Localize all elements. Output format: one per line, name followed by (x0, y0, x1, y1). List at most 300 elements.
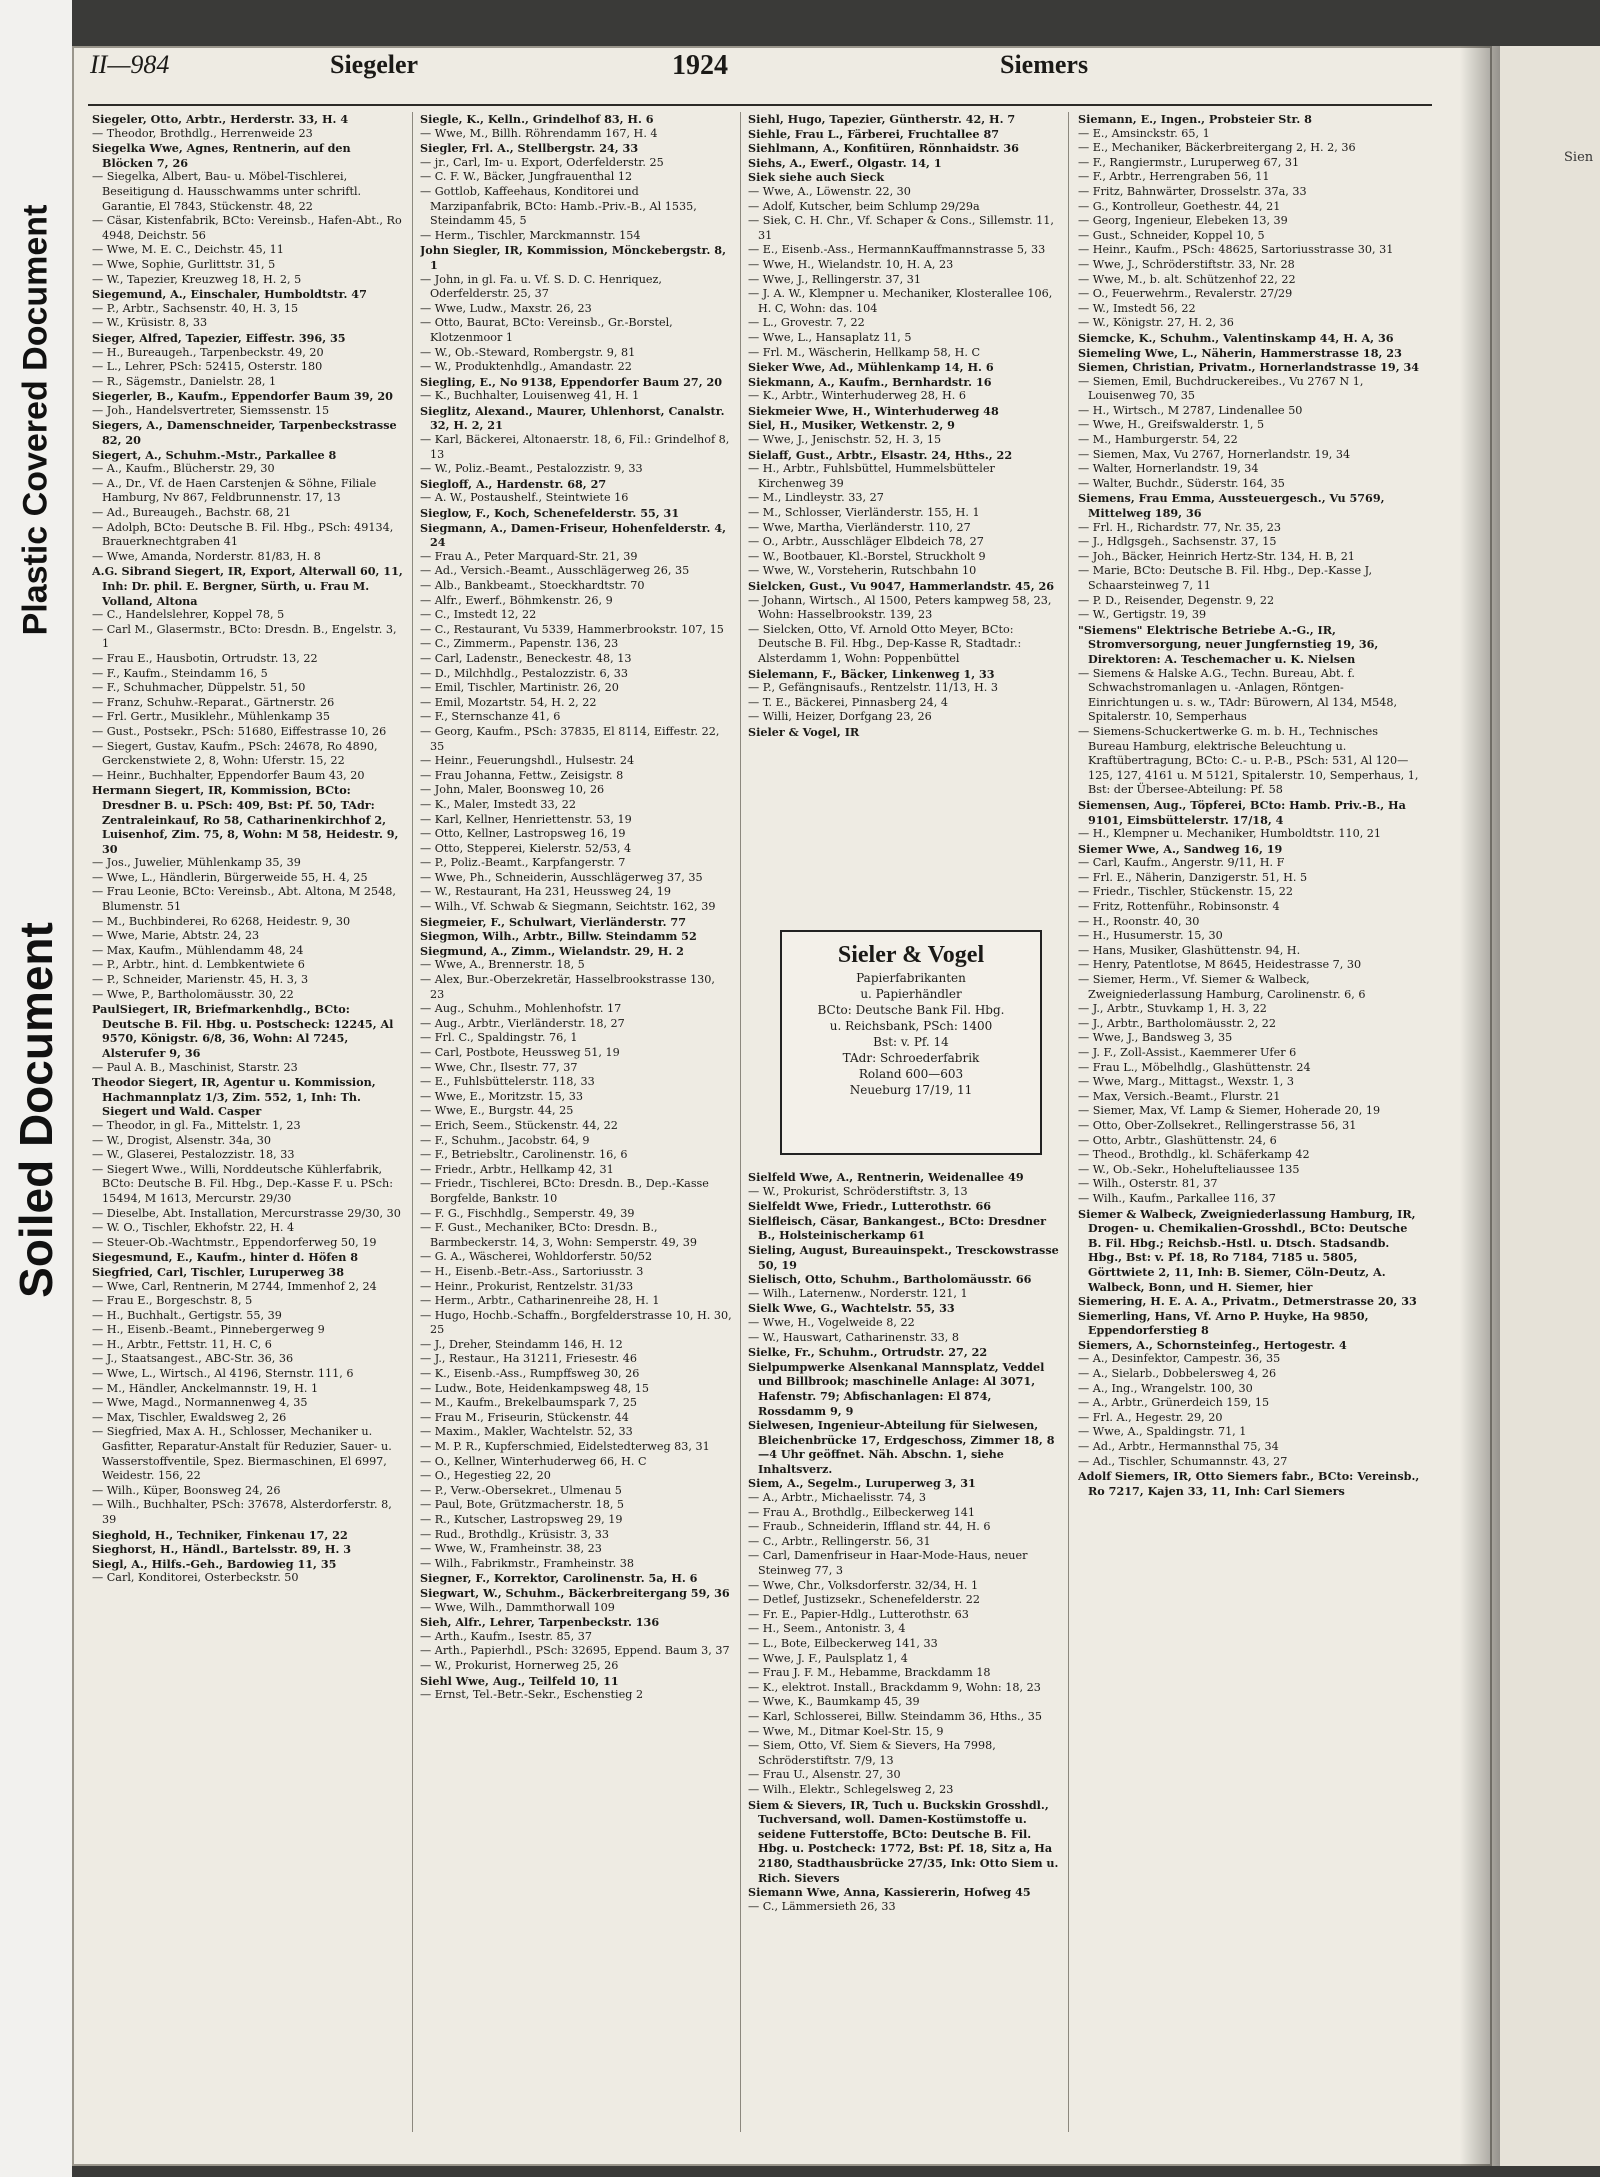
directory-entry: — Wwe, K., Baumkamp 45, 39 (748, 1695, 920, 1709)
directory-entry: — Siemens-Schuckertwerke G. m. b. H., Technisches Bureau Hamburg, elektrische Beleuchtung u. Kraftübertragung, BCto: C.- u. P.-B., PSch: 531, Al 120—125, 127, 4161 u. M 5121, Spitalerstr. 10, Semperhaus, 1, Bst: der Übersee-Abteilung: Pf. 58 (1078, 724, 1419, 797)
directory-entry: — Otto, Stepperei, Kielerstr. 52/53, 4 (420, 841, 632, 855)
directory-entry: — Wwe, A., Spaldingstr. 71, 1 (1078, 1425, 1247, 1439)
directory-entry: — Wwe, E., Moritzstr. 15, 33 (420, 1089, 583, 1103)
directory-entry: Siehl Wwe, Aug., Teilfeld 10, 11 (420, 1673, 619, 1688)
directory-entry: — W., Krüsistr. 8, 33 (92, 316, 208, 330)
directory-entry: — Wilh., Buchhalter, PSch: 37678, Alsterdorferstr. 8, 39 (92, 1498, 392, 1526)
ad-line: u. Reichsbank, PSch: 1400 (829, 1019, 993, 1033)
directory-entry: — Cäsar, Kistenfabrik, BCto: Vereinsb., Hafen-Abt., Ro 4948, Deichstr. 56 (92, 214, 402, 242)
directory-entry: — W. O., Tischler, Ekhofstr. 22, H. 4 (92, 1221, 295, 1235)
directory-entry: Sieler & Vogel, IR (748, 724, 860, 739)
directory-entry: — E., Mechaniker, Bäckerbreitergang 2, H. 2, 36 (1078, 141, 1356, 155)
directory-entry: — Wwe, H., Greifswalderstr. 1, 5 (1078, 418, 1265, 432)
directory-entry: — Wilh., Elektr., Schlegelsweg 2, 23 (748, 1782, 954, 1796)
directory-entry: Hermann Siegert, IR, Kommission, BCto: Dresdner B. u. PSch: 409, Bst: Pf. 50, TAdr: Zentraleinkauf, Ro 58, Catharinenkirchhof 2, Luisenhof, Zim. 75, 8, Wohn: M 58, Heidestr. 9, 30 (92, 783, 399, 856)
directory-entry: — Max, Tischler, Ewaldsweg 2, 26 (92, 1410, 287, 1424)
directory-entry: — J. F., Zoll-Assist., Kaemmerer Ufer 6 (1078, 1046, 1297, 1059)
directory-entry: — K., elektrot. Install., Brackdamm 9, Wohn: 18, 23 (748, 1680, 1041, 1694)
directory-entry: — Wilh., Küper, Boonsweg 24, 26 (92, 1483, 281, 1497)
directory-entry: — O., Feuerwehrm., Revalerstr. 27/29 (1078, 287, 1293, 301)
directory-entry: — J., Hdlgsgeh., Sachsenstr. 37, 15 (1078, 535, 1277, 549)
directory-entry: — Joh., Handelsvertreter, Siemssenstr. 15 (92, 403, 330, 417)
directory-entry: — E., Fuhlsbüttelerstr. 118, 33 (420, 1075, 595, 1089)
page-year: 1924 (672, 50, 728, 81)
directory-entry: — P., Schneider, Marienstr. 45, H. 3, 3 (92, 973, 309, 987)
directory-entry: — H., Roonstr. 40, 30 (1078, 914, 1200, 928)
page-number: II—984 (90, 50, 170, 79)
directory-entry: — Emil, Mozartstr. 54, H. 2, 22 (420, 695, 597, 709)
directory-entry: — W., Bootbauer, Kl.-Borstel, Struckholt 9 (748, 549, 986, 563)
directory-entry: "Siemens" Elektrische Betriebe A.-G., IR, Stromversorgung, neuer Jungfernstieg 19, 36, Direktoren: A. Teschemacher u. K. Nielsen (1078, 622, 1379, 666)
directory-entry: — Erich, Seem., Stückenstr. 44, 22 (420, 1118, 618, 1132)
directory-entry: Siem, A., Segelm., Luruperweg 3, 31 (748, 1476, 976, 1491)
directory-entry: — Wwe, M. E. C., Deichstr. 45, 11 (92, 243, 284, 257)
directory-entry: — W., Tapezier, Kreuzweg 18, H. 2, 5 (92, 272, 302, 286)
directory-entry: — Detlef, Justizsekr., Schenefelderstr. 22 (748, 1593, 980, 1607)
directory-entry: — H., Eisenb.-Betr.-Ass., Sartoriusstr. 3 (420, 1264, 644, 1278)
next-page-edge (1492, 46, 1600, 2166)
directory-entry: — Alex, Bur.-Oberzekretär, Hasselbrookstrasse 130, 23 (420, 973, 715, 1001)
directory-entry: — Carl, Ladenstr., Beneckestr. 48, 13 (420, 651, 632, 665)
scan-border-strip (0, 0, 72, 2177)
directory-entry: Sieglow, F., Koch, Schenefelderstr. 55, 31 (420, 506, 680, 521)
directory-entry: — M., Schlosser, Vierländerstr. 155, H. 1 (748, 506, 980, 520)
directory-entry: — M., Lindleystr. 33, 27 (748, 491, 884, 505)
directory-entry: — J., Dreher, Steindamm 146, H. 12 (420, 1337, 623, 1351)
directory-entry: — Ad., Versich.-Beamt., Ausschlägerweg 26, 35 (420, 564, 690, 578)
directory-entry: — W., Ob.-Sekr., Hohelufteliaussee 135 (1078, 1162, 1300, 1176)
directory-entry: Siemeling Wwe, L., Näherin, Hammerstrasse 18, 23 (1078, 345, 1402, 360)
directory-entry: — Siemen, Emil, Buchdruckereibes., Vu 2767 N 1, Louisenweg 70, 35 (1078, 374, 1364, 403)
directory-entry: A.G. Sibrand Siegert, IR, Export, Alterwall 60, 11, Inh: Dr. phil. E. Bergner, Sürth, u. Frau M. Volland, Altona (92, 564, 403, 608)
directory-entry: Sielfleisch, Cäsar, Bankangest., BCto: Dresdner B., Holsteinischerkamp 61 (748, 1213, 1047, 1243)
directory-entry: — Wilh., Laternenw., Norderstr. 121, 1 (748, 1286, 968, 1300)
directory-entry: — R., Sägemstr., Danielstr. 28, 1 (92, 374, 277, 388)
directory-entry: — J. A. W., Klempner u. Mechaniker, Klosterallee 106, H. C, Wohn: das. 104 (748, 287, 1053, 315)
directory-entry: Siehl, Hugo, Tapezier, Güntherstr. 42, H. 7 (748, 112, 1016, 126)
directory-entry: — K., Arbtr., Winterhuderweg 28, H. 6 (748, 389, 966, 403)
directory-entry: — Ad., Arbtr., Hermannsthal 75, 34 (1078, 1440, 1279, 1454)
directory-entry: Sielke, Fr., Schuhm., Ortrudstr. 27, 22 (748, 1345, 988, 1360)
column-4 (1078, 112, 1422, 2132)
directory-entry: — Friedr., Tischler, Stückenstr. 15, 22 (1078, 885, 1293, 899)
directory-entry: — Joh., Bäcker, Heinrich Hertz-Str. 134, H. B, 21 (1078, 549, 1355, 563)
directory-entry: Siegmann, A., Damen-Friseur, Hohenfelderstr. 4, 24 (420, 520, 727, 550)
directory-entry: — Gottlob, Kaffeehaus, Konditorei und Marzipanfabrik, BCto: Hamb.-Priv.-B., Al 1535, Steindamm 45, 5 (420, 184, 697, 228)
directory-entry: — Wwe, H., Vogelweide 8, 22 (748, 1315, 915, 1329)
directory-entry: Siemens, Frau Emma, Aussteuergesch., Vu 5769, Mittelweg 189, 36 (1078, 491, 1385, 521)
directory-entry: — O., Arbtr., Ausschläger Elbdeich 78, 27 (748, 535, 984, 549)
directory-entry: Siemann Wwe, Anna, Kassiererin, Hofweg 45 (748, 1885, 1031, 1900)
guide-word-left: Siegeler (330, 50, 419, 79)
column-1 (92, 112, 404, 2132)
directory-entry: Sieghold, H., Techniker, Finkenau 17, 22 (92, 1527, 348, 1542)
directory-entry: — Karl, Bäckerei, Altonaerstr. 18, 6, Fil.: Grindelhof 8, 13 (420, 433, 730, 461)
directory-entry: Sielfeld Wwe, A., Rentnerin, Weidenallee 49 (748, 1170, 1024, 1184)
directory-entry: Siegmeier, F., Schulwart, Vierländerstr. 77 (420, 914, 687, 929)
directory-entry: — Wilh., Kaufm., Parkallee 116, 37 (1078, 1191, 1276, 1205)
directory-entry: — Otto, Baurat, BCto: Vereinsb., Gr.-Borstel, Klotzenmoor 1 (420, 316, 673, 344)
directory-entry: — Max, Versich.-Beamt., Flurstr. 21 (1078, 1089, 1281, 1103)
directory-entry: — Karl, Schlosserei, Billw. Steindamm 36, Hths., 35 (748, 1709, 1042, 1723)
directory-entry: — G., Kontrolleur, Goethestr. 44, 21 (1078, 199, 1281, 213)
directory-entry: — A., Arbtr., Michaelisstr. 74, 3 (748, 1491, 926, 1505)
directory-entry: — E., Eisenb.-Ass., HermannKauffmannstrasse 5, 33 (748, 243, 1046, 257)
directory-entry: — F. G., Fischhdlg., Semperstr. 49, 39 (420, 1206, 635, 1220)
directory-entry: — Wwe, M., b. alt. Schützenhof 22, 22 (1078, 272, 1296, 286)
directory-entry: — C., Zimmerm., Papenstr. 136, 23 (420, 637, 619, 651)
directory-entry: — Siegelka, Albert, Bau- u. Möbel-Tischlerei, Beseitigung d. Hausschwamms unter schriftl. Garantie, El 7843, Stückenstr. 48, 22 (92, 170, 362, 213)
directory-entry: — Frl. M., Wäscherin, Hellkamp 58, H. C (748, 345, 981, 359)
directory-entry: — Otto, Kellner, Lastropsweg 16, 19 (420, 827, 626, 841)
directory-entry: Siegemund, A., Einschaler, Humboldtstr. 47 (92, 287, 367, 302)
directory-entry: PaulSiegert, IR, Briefmarkenhdlg., BCto: Deutsche B. Fil. Hbg. u. Postscheck: 12245, Al 9570, Königstr. 6/8, 36, Wohn: Al 7245, Alsterufer 9, 36 (92, 1002, 394, 1060)
directory-entry: — Otto, Ober-Zollsekret., Rellingerstrasse 56, 31 (1078, 1118, 1357, 1132)
directory-entry: — Fritz, Rottenführ., Robinsonstr. 4 (1078, 900, 1280, 914)
directory-entry: — Dieselbe, Abt. Installation, Mercurstrasse 29/30, 30 (92, 1206, 401, 1220)
directory-entry: Siegle, K., Kelln., Grindelhof 83, H. 6 (420, 112, 654, 126)
directory-entry: Siemensen, Aug., Töpferei, BCto: Hamb. Priv.-B., Ha 9101, Eimsbüttelerstr. 17/18, 4 (1078, 797, 1406, 827)
directory-entry: — Wwe, J., Schröderstiftstr. 33, Nr. 28 (1078, 257, 1295, 271)
directory-entry: — Heinr., Prokurist, Rentzelstr. 31/33 (420, 1279, 634, 1293)
directory-entry: — Wwe, J., Bandsweg 3, 35 (1078, 1031, 1233, 1045)
directory-entry: — Max, Kaufm., Mühlendamm 48, 24 (92, 943, 304, 957)
directory-entry: Siemen, Christian, Privatm., Hornerlandstrasse 19, 34 (1078, 360, 1420, 375)
directory-entry: — L., Bote, Eilbeckerweg 141, 33 (748, 1637, 938, 1650)
directory-entry: — Wwe, P., Bartholomäusstr. 30, 22 (92, 987, 294, 1001)
directory-entry: — Wwe, J., Rellingerstr. 37, 31 (748, 272, 921, 286)
column-divider (740, 112, 741, 2132)
directory-entry: — Sielcken, Otto, Vf. Arnold Otto Meyer, BCto: Deutsche B. Fil. Hbg., Dep-Kasse R, Stadtadr.: Alsterdamm 1, Wohn: Poppenbüttel (748, 622, 1022, 665)
directory-entry: — Wwe, W., Framheinstr. 38, 23 (420, 1542, 602, 1556)
directory-entry: — Gust., Postsekr., PSch: 51680, Eiffestrasse 10, 26 (92, 724, 387, 738)
directory-entry: — Siek, C. H. Chr., Vf. Schaper & Cons., Sillemstr. 11, 31 (748, 214, 1054, 242)
directory-entry: Sielk Wwe, G., Wachtelstr. 55, 33 (748, 1301, 955, 1316)
directory-entry: — H., Klempner u. Mechaniker, Humboldtstr. 110, 21 (1078, 827, 1382, 841)
directory-entry: — Jos., Juwelier, Mühlenkamp 35, 39 (92, 856, 301, 870)
directory-entry: — Steuer-Ob.-Wachtmstr., Eppendorferweg 50, 19 (92, 1235, 377, 1249)
directory-entry: — Carl, Konditorei, Osterbeckstr. 50 (92, 1571, 299, 1585)
directory-entry: Siegwart, W., Schuhm., Bäckerbreitergang 59, 36 (420, 1585, 730, 1600)
directory-entry: — D., Milchhdlg., Pestalozzistr. 6, 33 (420, 666, 629, 680)
directory-entry: — W., Hauswart, Catharinenstr. 33, 8 (748, 1330, 960, 1344)
directory-entry: — C., Arbtr., Rellingerstr. 56, 31 (748, 1534, 931, 1548)
directory-entry: Sieghorst, H., Händl., Bartelsstr. 89, H. 3 (92, 1542, 352, 1557)
directory-entry: — Wilh., Vf. Schwab & Siegmann, Seichtstr. 162, 39 (420, 900, 716, 914)
directory-entry: — Willi, Heizer, Dorfgang 23, 26 (748, 710, 932, 724)
directory-entry: — P. D., Reisender, Degenstr. 9, 22 (1078, 593, 1275, 607)
directory-entry: — W., Glaserei, Pestalozzistr. 18, 33 (92, 1148, 295, 1162)
directory-entry: — Herm., Arbtr., Catharinenreihe 28, H. 1 (420, 1294, 660, 1308)
ad-line: Papierfabrikanten (856, 971, 966, 985)
directory-entry: — Otto, Arbtr., Glashüttenstr. 24, 6 (1078, 1133, 1277, 1147)
directory-entry: — H., Wirtsch., M 2787, Lindenallee 50 (1078, 403, 1303, 417)
directory-entry: — W., Produktenhdlg., Amandastr. 22 (420, 360, 632, 374)
directory-entry: Siemer & Walbeck, Zweigniederlassung Hamburg, IR, Drogen- u. Chemikalien-Grosshdl., BCto: Deutsche B. Fil. Hbg.; Reichsb.-Hstl. u. Dtsch. Stadsandb. Hbg., Bst: v. Pf. 18, Ro 7184, 7185 u. 5805, Görttwiete 2, 11, Inh: B. Siemer, Cöln-Deutz, A. Walbeck, Bonn, und H. Siemer, hier (1078, 1206, 1416, 1294)
plastic-covered-label: Plastic Covered Document (16, 204, 55, 636)
directory-entry: — Theodor, in gl. Fa., Mittelstr. 1, 23 (92, 1118, 301, 1132)
directory-entry: — R., Kutscher, Lastropsweg 29, 19 (420, 1513, 623, 1526)
directory-entry: — W., Ob.-Steward, Rombergstr. 9, 81 (420, 345, 636, 359)
ad-line: TAdr: Schroederfabrik (842, 1051, 980, 1065)
directory-entry: — M., Buchbinderei, Ro 6268, Heidestr. 9, 30 (92, 914, 351, 928)
directory-entry: — Georg, Ingenieur, Elebeken 13, 39 (1078, 214, 1288, 228)
directory-entry: — Wwe, Marie, Abtstr. 24, 23 (92, 929, 260, 943)
directory-entry: — Wwe, A., Löwenstr. 22, 30 (748, 184, 911, 198)
directory-entry: — Siemen, Max, Vu 2767, Hornerlandstr. 19, 34 (1078, 447, 1351, 461)
directory-entry: — O., Kellner, Winterhuderweg 66, H. C (420, 1454, 647, 1468)
directory-entry: — W., Restaurant, Ha 231, Heussweg 24, 19 (420, 885, 671, 899)
directory-entry: — L., Grovestr. 7, 22 (748, 316, 865, 330)
directory-entry: — Carl M., Glasermstr., BCto: Dresdn. B., Engelstr. 3, 1 (92, 622, 397, 651)
directory-entry: — W., Poliz.-Beamt., Pestalozzistr. 9, 33 (420, 462, 643, 476)
directory-entry: — John, in gl. Fa. u. Vf. S. D. C. Henriquez, Oderfelderstr. 25, 37 (420, 272, 662, 301)
directory-entry: — Henry, Patentlotse, M 8645, Heidestrasse 7, 30 (1078, 958, 1362, 972)
directory-entry: Siem & Sievers, IR, Tuch u. Buckskin Grosshdl., Tuchversand, woll. Damen-Kostümstoffe u. seidene Futterstoffe, BCto: Deutsche B. Fil. Hbg. u. Postcheck: 1772, Bst: Pf. 18, Sitz a, Ha 2180, Stadthausbrücke 27/35, Ink: Otto Siem u. Rich. Sievers (748, 1797, 1059, 1885)
directory-entry: — Wwe, Ph., Schneiderin, Ausschlägerweg 37, 35 (420, 870, 703, 884)
directory-entry: — Heinr., Kaufm., PSch: 48625, Sartoriusstrasse 30, 31 (1078, 243, 1394, 257)
directory-entry: — C., Handelslehrer, Koppel 78, 5 (92, 608, 285, 622)
directory-entry: — Heinr., Feuerungshdl., Hulsestr. 24 (420, 754, 635, 768)
directory-entry: Sieger, Alfred, Tapezier, Eiffestr. 396, 35 (92, 330, 346, 345)
directory-entry: Adolf Siemers, IR, Otto Siemers fabr., BCto: Vereinsb., Ro 7217, Kajen 33, 11, Inh: Carl Siemers (1078, 1469, 1420, 1498)
column-3-bottom (748, 1170, 1060, 2132)
directory-entry: — A., Dr., Vf. de Haen Carstenjen & Söhne, Filiale Hamburg, Nv 867, Feldbrunnenstr. 17, 13 (92, 476, 377, 505)
directory-entry: — Wwe, Chr., Volksdorferstr. 32/34, H. 1 (748, 1578, 979, 1592)
directory-entry: — H., Eisenb.-Beamt., Pinnebergerweg 9 (92, 1323, 325, 1337)
directory-entry: Siemerling, Hans, Vf. Arno P. Huyke, Ha 9850, Eppendorferstieg 8 (1078, 1308, 1369, 1338)
directory-entry: Sielcken, Gust., Vu 9047, Hammerlandstr. 45, 26 (748, 579, 1055, 593)
directory-entry: — Siegert Wwe., Willi, Norddeutsche Kühlerfabrik, BCto: Deutsche B. Fil. Hbg., Dep.-Kasse F. u. PSch: 15494, M 1613, Mercurstr. 29/30 (92, 1162, 393, 1205)
directory-entry: Siegert, A., Schuhm.-Mstr., Parkallee 8 (92, 447, 337, 462)
column-2 (420, 112, 732, 2132)
directory-entry: — Frl. H., Richardstr. 77, Nr. 35, 23 (1078, 520, 1282, 534)
directory-entry: — Ad., Bureaugeh., Bachstr. 68, 21 (92, 506, 291, 520)
directory-entry: — K., Buchhalter, Louisenweg 41, H. 1 (420, 389, 640, 403)
directory-entry: — A., Kaufm., Blücherstr. 29, 30 (92, 462, 275, 476)
directory-entry: — T. E., Bäckerei, Pinnasberg 24, 4 (748, 695, 948, 709)
directory-entry: — K., Eisenb.-Ass., Rumpffsweg 30, 26 (420, 1367, 640, 1381)
directory-entry: — Adolph, BCto: Deutsche B. Fil. Hbg., PSch: 49134, Brauerknechtgraben 41 (92, 520, 394, 549)
directory-entry: — Wwe, Wilh., Dammthorwall 109 (420, 1600, 615, 1614)
directory-entry: Siegler, Frl. A., Stellbergstr. 24, 33 (420, 141, 639, 156)
directory-entry: — Paul A. B., Maschinist, Starstr. 23 (92, 1060, 298, 1074)
directory-entry: — Carl, Kaufm., Angerstr. 9/11, H. F (1078, 856, 1285, 870)
directory-entry: — E., Amsinckstr. 65, 1 (1078, 126, 1210, 140)
directory-entry: — Frau E., Borgeschstr. 8, 5 (92, 1294, 253, 1308)
directory-entry: — F., Sternschanze 41, 6 (420, 710, 561, 724)
directory-entry: Siek siehe auch Sieck (748, 170, 885, 185)
directory-entry: Siehle, Frau L., Färberei, Fruchtallee 87 (748, 126, 1000, 141)
directory-entry: Sieker Wwe, Ad., Mühlenkamp 14, H. 6 (748, 360, 994, 375)
directory-entry: — Wwe, Carl, Rentnerin, M 2744, Immenhof 2, 24 (92, 1279, 377, 1293)
directory-entry: — Wwe, E., Burgstr. 44, 25 (420, 1104, 574, 1118)
directory-entry: — F., Arbtr., Herrengraben 56, 11 (1078, 170, 1270, 184)
directory-entry: — Aug., Schuhm., Mohlenhofstr. 17 (420, 1002, 622, 1016)
directory-entry: — Frau M., Friseurin, Stückenstr. 44 (420, 1410, 629, 1424)
directory-entry: — Frau L., Möbelhdlg., Glashüttenstr. 24 (1078, 1060, 1311, 1074)
directory-entry: — Herm., Tischler, Marckmannstr. 154 (420, 228, 641, 242)
directory-entry: — C., Lämmersieth 26, 33 (748, 1899, 896, 1913)
directory-entry: Siehs, A., Ewerf., Olgastr. 14, 1 (748, 155, 942, 170)
advertisement-box (780, 930, 1042, 1155)
directory-entry: — Ludw., Bote, Heidenkampsweg 48, 15 (420, 1381, 650, 1395)
directory-entry: — Siemer, Max, Vf. Lamp & Siemer, Hoherade 20, 19 (1078, 1104, 1381, 1118)
directory-entry: — W., Imstedt 56, 22 (1078, 301, 1196, 315)
directory-entry: — Wwe, L., Hansaplatz 11, 5 (748, 330, 912, 344)
directory-entry: — Alfr., Ewerf., Böhmkenstr. 26, 9 (420, 593, 613, 607)
directory-entry: — A., Desinfektor, Campestr. 36, 35 (1078, 1352, 1281, 1366)
directory-entry: — F., Schuhmacher, Düppelstr. 51, 50 (92, 681, 306, 695)
directory-entry: — Frau A., Brothdlg., Eilbeckerweg 141 (748, 1505, 975, 1519)
directory-entry: Siekmann, A., Kaufm., Bernhardstr. 16 (748, 374, 992, 389)
directory-entry: John Siegler, IR, Kommission, Mönckebergstr. 8, 1 (420, 243, 726, 272)
directory-entry: — H., Husumerstr. 15, 30 (1078, 929, 1223, 943)
directory-entry: — J., Restaur., Ha 31211, Friesestr. 46 (420, 1352, 638, 1366)
directory-entry: Siegelka Wwe, Agnes, Rentnerin, auf den Blöcken 7, 26 (92, 141, 351, 170)
directory-entry: Sieling, August, Bureauinspekt., Tresckowstrasse 50, 19 (748, 1242, 1059, 1272)
directory-entry: — Gust., Schneider, Koppel 10, 5 (1078, 228, 1265, 242)
directory-entry: — Johann, Wirtsch., Al 1500, Peters kampweg 58, 23, Wohn: Hasselbrookstr. 139, 23 (748, 593, 1052, 622)
directory-entry: — Wwe, M., Billh. Röhrendamm 167, H. 4 (420, 126, 658, 140)
directory-entry: — Frau E., Hausbotin, Ortrudstr. 13, 22 (92, 651, 318, 665)
directory-entry: — W., Prokurist, Schröderstiftstr. 3, 13 (748, 1184, 968, 1198)
directory-entry: — W., Prokurist, Hornerweg 25, 26 (420, 1658, 619, 1672)
next-page-fragment: Sien (1564, 150, 1594, 165)
directory-entry: — Alb., Bankbeamt., Stoeckhardtstr. 70 (420, 579, 645, 592)
directory-entry: — A., Ing., Wrangelstr. 100, 30 (1078, 1381, 1253, 1395)
directory-entry: — K., Maler, Imstedt 33, 22 (420, 797, 577, 811)
directory-entry: — Frl. C., Spaldingstr. 76, 1 (420, 1031, 578, 1045)
directory-entry: — F., Schuhm., Jacobstr. 64, 9 (420, 1133, 590, 1147)
directory-entry: — W., Gertigstr. 19, 39 (1078, 608, 1207, 622)
directory-entry: — P., Verw.-Obersekret., Ulmenau 5 (420, 1483, 622, 1497)
directory-entry: — Siemer, Herm., Vf. Siemer & Walbeck, Zweigniederlassung Hamburg, Carolinenstr. 6, 6 (1078, 973, 1366, 1001)
directory-entry: Theodor Siegert, IR, Agentur u. Kommission, Hachmannplatz 1/3, Zim. 552, 1, Inh: Th. Siegert und Wald. Casper (92, 1075, 376, 1119)
ad-title: Sieler & Vogel (837, 942, 985, 968)
directory-entry: — Arth., Papierhdl., PSch: 32695, Eppend. Baum 3, 37 (420, 1644, 730, 1658)
directory-entry: — Rud., Brothdlg., Krüsistr. 3, 33 (420, 1527, 609, 1541)
column-divider (1068, 112, 1069, 2132)
ad-line: Neueburg 17/19, 11 (849, 1083, 973, 1097)
directory-entry: — Maxim., Makler, Wachtelstr. 52, 33 (420, 1425, 633, 1439)
directory-entry: — Fritz, Bahnwärter, Drosselstr. 37a, 33 (1078, 184, 1307, 198)
directory-entry: Siehlmann, A., Konfitüren, Rönnhaidstr. 36 (748, 141, 1019, 156)
directory-entry: — Wwe, J. F., Paulsplatz 1, 4 (748, 1651, 908, 1665)
directory-entry: Sielemann, F., Bäcker, Linkenweg 1, 33 (748, 666, 995, 681)
directory-entry: — Frl. Gertr., Musiklehr., Mühlenkamp 35 (92, 710, 330, 724)
directory-entry: Siemcke, K., Schuhm., Valentinskamp 44, H. A, 36 (1078, 330, 1394, 345)
directory-entry: Siegl, A., Hilfs.-Geh., Bardowieg 11, 35 (92, 1556, 337, 1571)
directory-entry: Sielfeldt Wwe, Friedr., Lutterothstr. 66 (748, 1199, 992, 1214)
header-rule (88, 104, 1432, 106)
soiled-document-label: Soiled Document (10, 922, 62, 1298)
column-3-top (748, 112, 1060, 902)
directory-entry: — Karl, Kellner, Henriettenstr. 53, 19 (420, 812, 632, 826)
directory-entry: Siegesmund, E., Kaufm., hinter d. Höfen 8 (92, 1250, 359, 1265)
directory-entry: — Aug., Arbtr., Vierländerstr. 18, 27 (420, 1016, 625, 1030)
directory-entry: Siemers, A., Schornsteinfeg., Hertogestr. 4 (1078, 1337, 1347, 1352)
directory-entry: Siegerler, B., Kaufm., Eppendorfer Baum 39, 20 (92, 389, 393, 404)
directory-entry: — Wwe, Ludw., Maxstr. 26, 23 (420, 301, 592, 315)
ad-line: u. Papierhändler (860, 987, 962, 1001)
directory-entry: Sielpumpwerke Alsenkanal Mannsplatz, Veddel und Billbrook; maschinelle Anlage: Al 3071, Hafenstr. 79; Abfischanlagen: El 874, Rossdamm 9, 9 (748, 1359, 1045, 1418)
directory-entry: Siekmeier Wwe, H., Winterhuderweg 48 (748, 403, 999, 418)
directory-entry: — Wwe, Marg., Mittagst., Wexstr. 1, 3 (1078, 1075, 1294, 1089)
directory-entry: — J., Arbtr., Bartholomäusstr. 2, 22 (1078, 1016, 1277, 1030)
directory-entry: Siegers, A., Damenschneider, Tarpenbeckstrasse 82, 20 (92, 418, 397, 448)
guide-word-right: Siemers (1000, 50, 1089, 79)
directory-entry: — Ernst, Tel.-Betr.-Sekr., Eschenstieg 2 (420, 1688, 644, 1702)
directory-entry: — F. Gust., Mechaniker, BCto: Dresdn. B., Barmbeckerstr. 14, 3, Wohn: Semperstr. 49, 39 (420, 1221, 697, 1249)
directory-entry: — H., Arbtr., Fuhlsbüttel, Hummelsbütteler Kirchenweg 39 (748, 462, 995, 490)
directory-entry: — Wwe, Chr., Ilsestr. 77, 37 (420, 1060, 578, 1074)
directory-entry: — Frau A., Peter Marquard-Str. 21, 39 (420, 549, 638, 563)
directory-entry: Siegmund, A., Zimm., Wielandstr. 29, H. 2 (420, 943, 684, 958)
directory-entry: — P., Arbtr., Sachsenstr. 40, H. 3, 15 (92, 301, 299, 315)
directory-entry: — L., Lehrer, PSch: 52415, Osterstr. 180 (92, 360, 323, 374)
directory-entry: — W., Drogist, Alsenstr. 34a, 30 (92, 1133, 272, 1147)
directory-entry: — F., Kaufm., Steindamm 16, 5 (92, 666, 268, 680)
directory-entry: — O., Hegestieg 22, 20 (420, 1469, 551, 1483)
directory-entry: Siel, H., Musiker, Wetkenstr. 2, 9 (748, 418, 955, 433)
directory-entry: Sieh, Alfr., Lehrer, Tarpenbeckstr. 136 (420, 1615, 660, 1630)
directory-entry: — P., Arbtr., hint. d. Lembkentwiete 6 (92, 958, 305, 972)
directory-entry: — Frau U., Alsenstr. 27, 30 (748, 1768, 901, 1782)
directory-entry: — H., Seem., Antonistr. 3, 4 (748, 1622, 906, 1636)
column-divider (412, 112, 413, 2132)
directory-entry: — W., Königstr. 27, H. 2, 36 (1078, 316, 1234, 330)
directory-entry: — Wwe, L., Wirtsch., Al 4196, Sternstr. 111, 6 (92, 1367, 354, 1381)
directory-entry: — Wwe, Sophie, Gurlittstr. 31, 5 (92, 257, 276, 271)
directory-entry: — Wilh., Fabrikmstr., Framheinstr. 38 (420, 1556, 634, 1570)
ad-line: Bst: v. Pf. 14 (873, 1035, 949, 1049)
directory-entry: — Frl. A., Hegestr. 29, 20 (1078, 1410, 1223, 1424)
directory-entry: — Wwe, Martha, Vierländerstr. 110, 27 (748, 520, 971, 534)
directory-entry: — Carl, Damenfriseur in Haar-Mode-Haus, neuer Steinweg 77, 3 (748, 1549, 1028, 1578)
directory-entry: — Friedr., Tischlerei, BCto: Dresdn. B., Dep.-Kasse Borgfelde, Bankstr. 10 (420, 1177, 709, 1205)
directory-entry: — Heinr., Buchhalter, Eppendorfer Baum 43, 20 (92, 768, 365, 782)
directory-entry: — Arth., Kaufm., Isestr. 85, 37 (420, 1629, 593, 1643)
directory-entry: — Walter, Hornerlandstr. 19, 34 (1078, 462, 1259, 476)
directory-entry: Siemering, H. E. A. A., Privatm., Detmerstrasse 20, 33 (1078, 1294, 1417, 1309)
directory-entry: — Theod., Brothdlg., kl. Schäferkamp 42 (1078, 1148, 1310, 1162)
ad-line: BCto: Deutsche Bank Fil. Hbg. (817, 1003, 1005, 1017)
directory-entry: — Theodor, Brothdlg., Herrenweide 23 (92, 126, 313, 140)
directory-entry: — Adolf, Kutscher, beim Schlump 29/29a (748, 199, 980, 213)
directory-entry: — Siemens & Halske A.G., Techn. Bureau, Abt. f. Schwachstromanlagen u. -Anlagen, Röntgen-Einrichtungen u. s. w., TAdr: Bürowern, Al 134, M548, Spitalerstr. 10, Semperhaus (1078, 666, 1398, 724)
directory-entry: — F., Betriebsltr., Carolinenstr. 16, 6 (420, 1148, 628, 1162)
directory-entry: — Frl. E., Näherin, Danzigerstr. 51, H. 5 (1078, 870, 1308, 884)
directory-entry: Siemer Wwe, A., Sandweg 16, 19 (1078, 841, 1283, 856)
directory-entry: — Wwe, H., Wielandstr. 10, H. A, 23 (748, 257, 954, 271)
directory-entry: Siegmon, Wilh., Arbtr., Billw. Steindamm 52 (420, 929, 697, 944)
directory-entry: — Carl, Postbote, Heussweg 51, 19 (420, 1046, 620, 1059)
directory-entry: — M. P. R., Kupferschmied, Eidelstedterweg 83, 31 (420, 1440, 710, 1454)
directory-entry: — P., Gefängnisaufs., Rentzelstr. 11/13, H. 3 (748, 681, 998, 695)
directory-entry: Siegloff, A., Hardenstr. 68, 27 (420, 476, 607, 491)
directory-entry: — Fr. E., Papier-Hdlg., Lutterothstr. 63 (748, 1607, 969, 1621)
directory-entry: Sielisch, Otto, Schuhm., Bartholomäusstr. 66 (748, 1272, 1032, 1287)
directory-entry: — Franz, Schuhw.-Reparat., Gärtnerstr. 26 (92, 695, 335, 709)
directory-entry: — Wwe, M., Ditmar Koel-Str. 15, 9 (748, 1724, 944, 1738)
directory-entry: — A., Arbtr., Grünerdeich 159, 15 (1078, 1396, 1270, 1410)
directory-entry: — Paul, Bote, Grützmacherstr. 18, 5 (420, 1498, 625, 1512)
directory-entry: — Georg, Kaufm., PSch: 37835, El 8114, Eiffestr. 22, 35 (420, 724, 720, 753)
directory-entry: — Frau Leonie, BCto: Vereinsb., Abt. Altona, M 2548, Blumenstr. 51 (92, 885, 396, 914)
directory-entry: — G. A., Wäscherei, Wohldorferstr. 50/52 (420, 1250, 653, 1264)
directory-entry: — Siem, Otto, Vf. Siem & Sievers, Ha 7998, Schröderstiftstr. 7/9, 13 (748, 1739, 996, 1767)
